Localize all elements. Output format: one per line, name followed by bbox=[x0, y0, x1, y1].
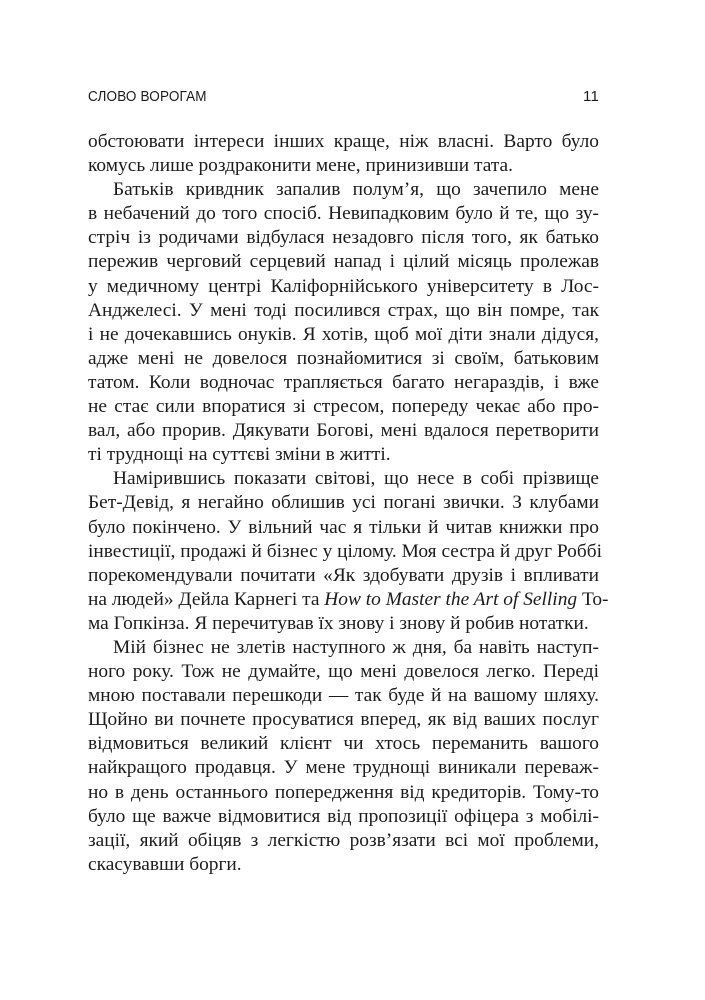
text-line: Бет-Девід, я негайно облишив усі погані звички. З клубами bbox=[88, 492, 599, 514]
text-line: зації, який обіцяв з легкістю розв’язати всі мої проблеми, bbox=[88, 829, 599, 851]
text-line: ма Гопкінза. Я перечитував їх знову і знову й робив нотатки. bbox=[88, 612, 589, 634]
text-fragment: на людей» Дейла Карнегі та bbox=[88, 588, 325, 610]
text-line: но в день останнього попередження від кредиторів. Тому-то bbox=[88, 781, 599, 803]
text-fragment: То- bbox=[577, 588, 609, 610]
text-line: вал, або прорив. Дякувати Богові, мені вдалося перетворити bbox=[88, 420, 599, 442]
paragraph bbox=[88, 467, 609, 636]
text-line: скасувавши борги. bbox=[88, 853, 242, 875]
text-line: стріч із родичами відбулася незадовго після того, як батько bbox=[88, 227, 599, 249]
page-header bbox=[88, 86, 599, 108]
text-line: Намірившись показати світові, що несе в собі прізвище bbox=[113, 468, 599, 490]
text-line: Анджелесі. У мені тоді посилився страх, що він помре, так bbox=[88, 299, 599, 321]
text-line: в небачений до того спосіб. Невипадковим було й те, що зу- bbox=[88, 203, 599, 225]
text-line: відмовиться великий клієнт чи хтось переманить вашого bbox=[88, 733, 599, 755]
body-text bbox=[88, 130, 609, 877]
text-line: мною поставали перешкоди — так буде й на вашому шляху. bbox=[88, 685, 599, 707]
text-line: Щойно ви почнете просуватися вперед, як від ваших послуг bbox=[88, 709, 599, 731]
text-line: не стає сили впоратися зі стресом, попереду чекає або про- bbox=[88, 396, 599, 418]
text-line: пережив черговий серцевий напад і цілий місяць пролежав bbox=[88, 251, 599, 273]
text-line: Мій бізнес не злетів наступного ж дня, ба навіть наступ- bbox=[113, 636, 599, 658]
text-line: Батьків кривдник запалив полум’я, що зачепило мене bbox=[113, 179, 599, 201]
text-line: комусь лише роздраконити мене, принизивши тата. bbox=[88, 155, 514, 177]
paragraph bbox=[88, 636, 599, 877]
paragraph bbox=[88, 178, 599, 467]
text-line-with-title bbox=[88, 588, 609, 612]
text-line: найкращого продавця. У мене труднощі виникали переваж- bbox=[88, 757, 599, 779]
paragraph bbox=[88, 130, 599, 178]
book-title: How to Master the Art of Selling bbox=[324, 588, 578, 610]
text-line: ті труднощі на суттєві зміни в житті. bbox=[88, 444, 391, 466]
text-line: у медичному центрі Каліфорнійського університету в Лос- bbox=[88, 275, 599, 297]
text-line: було покінчено. У вільний час я тільки й читав книжки про bbox=[88, 516, 599, 538]
text-line: було ще важче відмовитися від пропозиції офіцера з мобілі- bbox=[88, 805, 599, 827]
running-head: СЛОВО ВОРОГАМ bbox=[88, 88, 207, 105]
page-number: 11 bbox=[583, 88, 599, 105]
text-line: порекомендували почитати «Як здобувати друзів і впливати bbox=[88, 564, 599, 586]
text-line: татом. Коли водночас трапляється багато негараздів, і вже bbox=[88, 371, 599, 393]
text-line: адже мені не довелося познайомитися зі своїм, батьковим bbox=[88, 347, 599, 369]
text-line: і не дочекавшись онуків. Я хотів, щоб мої діти знали дідуся, bbox=[88, 323, 599, 345]
text-line: обстоювати інтереси інших краще, ніж власні. Варто було bbox=[88, 131, 599, 152]
text-line: ного року. Тож не думайте, що мені довелося легко. Переді bbox=[88, 661, 599, 683]
text-line: інвестиції, продажі й бізнес у цілому. Моя сестра й друг Роббі bbox=[88, 540, 602, 562]
